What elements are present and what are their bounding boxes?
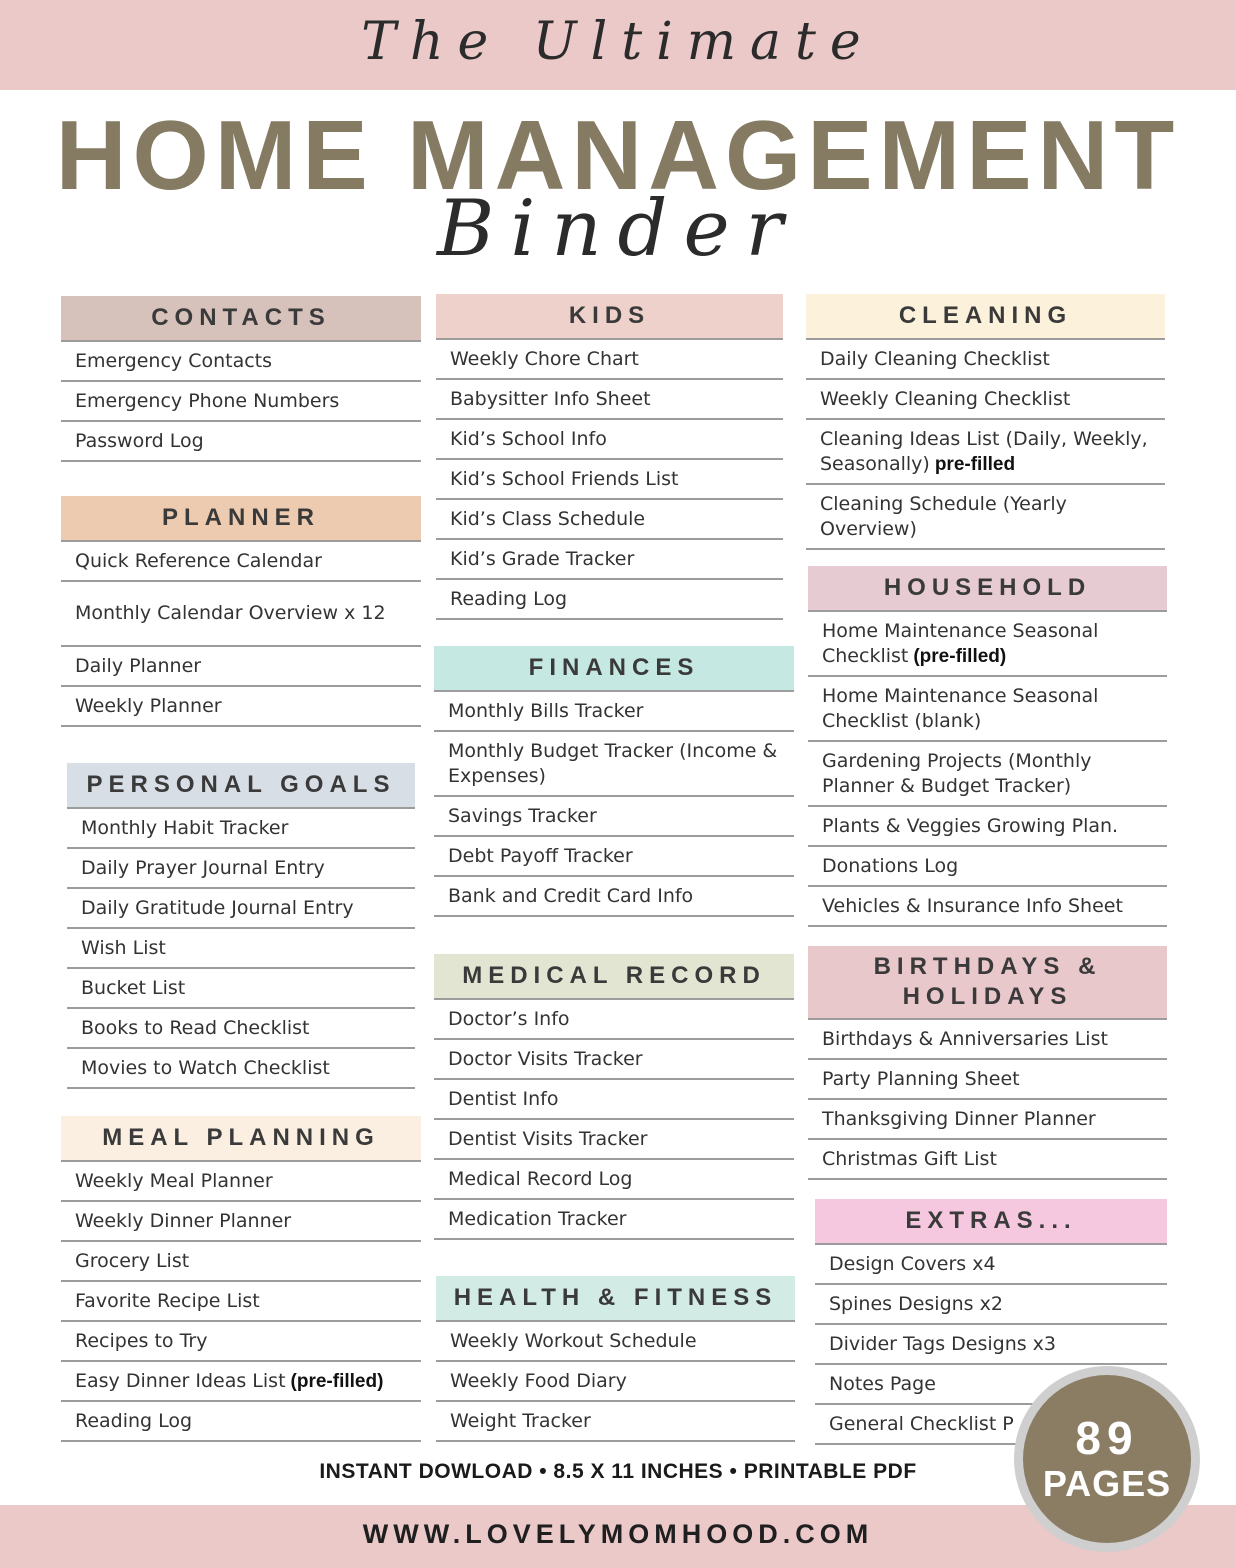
list-item-text-wrap <box>822 684 1153 734</box>
section-title: FINANCES <box>434 646 794 692</box>
list-item-text: Bank and Credit Card Info <box>448 884 694 907</box>
section-health-fitness <box>436 1276 795 1442</box>
list-item <box>61 422 421 462</box>
list-item-text: Easy Dinner Ideas List <box>75 1369 286 1392</box>
list-item-text-wrap <box>450 587 567 612</box>
list-item-text: Emergency Phone Numbers <box>75 389 340 412</box>
list-item <box>67 809 415 849</box>
list-item-text-wrap <box>450 467 678 492</box>
section-meal-planning <box>61 1116 421 1442</box>
list-item-text: Babysitter Info Sheet <box>450 387 651 410</box>
list-item-text-wrap <box>75 429 204 454</box>
list-item-text: Kid’s School Info <box>450 427 607 450</box>
list-item-text-wrap <box>450 387 651 412</box>
list-item-text-wrap <box>450 347 639 372</box>
section-title: CONTACTS <box>61 296 421 342</box>
list-item-text: Weekly Meal Planner <box>75 1169 273 1192</box>
list-item-text-wrap <box>448 1087 558 1112</box>
pages-badge-label: PAGES <box>1042 1463 1172 1504</box>
list-item-text-wrap <box>75 1169 273 1194</box>
section-birthdays-holidays <box>808 946 1167 1180</box>
list-item-text-wrap <box>822 854 958 879</box>
list-item <box>67 1049 415 1089</box>
list-item <box>61 647 421 687</box>
list-item <box>808 742 1167 807</box>
list-item <box>808 1140 1167 1180</box>
list-item-note: pre-filled <box>934 453 1016 475</box>
section-title: KIDS <box>436 294 783 340</box>
list-item-text-wrap <box>829 1412 1014 1437</box>
list-item <box>61 542 421 582</box>
list-item-text: Gardening Projects (Monthly Planner & Budget Tracker) <box>822 749 1092 797</box>
list-item-text: General Checklist P <box>829 1412 1014 1435</box>
list-item-text: Books to Read Checklist <box>81 1016 310 1039</box>
list-item-text-wrap <box>81 1016 309 1041</box>
list-item <box>61 1402 421 1442</box>
list-item <box>806 380 1165 420</box>
list-item-text-wrap <box>448 1127 647 1152</box>
list-item-text-wrap <box>75 1209 291 1234</box>
list-item-text-wrap <box>448 739 780 789</box>
list-item-text: Home Maintenance Seasonal Checklist (blank) <box>822 684 1099 732</box>
list-item <box>61 1202 421 1242</box>
list-item <box>61 382 421 422</box>
list-item-text-wrap <box>75 694 222 719</box>
list-item-text-wrap <box>81 816 288 841</box>
list-item <box>808 677 1167 742</box>
list-item-text-wrap <box>448 699 643 724</box>
list-item-text: Password Log <box>75 429 204 452</box>
list-item-text: Cleaning Schedule (Yearly Overview) <box>820 492 1067 540</box>
list-item <box>808 1060 1167 1100</box>
list-item-text: Monthly Bills Tracker <box>448 699 644 722</box>
list-item-text-wrap <box>448 804 597 829</box>
list-item <box>815 1285 1167 1325</box>
list-item-text: Plants & Veggies Growing Plan. <box>822 814 1119 837</box>
list-item-text-wrap <box>81 936 166 961</box>
list-item-text: Weekly Workout Schedule <box>450 1329 697 1352</box>
list-item <box>436 1402 795 1442</box>
list-item <box>436 420 783 460</box>
list-item-text: Weight Tracker <box>450 1409 591 1432</box>
section-kids <box>436 294 783 620</box>
list-item <box>61 1282 421 1322</box>
section-title: MEAL PLANNING <box>61 1116 421 1162</box>
list-item-text-wrap <box>829 1292 1003 1317</box>
list-item <box>434 732 794 797</box>
list-item <box>434 797 794 837</box>
list-item <box>808 807 1167 847</box>
list-item-text: Quick Reference Calendar <box>75 549 322 572</box>
list-item-text-wrap <box>75 349 272 374</box>
list-item-text-wrap <box>448 1207 627 1232</box>
list-item-text-wrap <box>829 1332 1056 1357</box>
list-item <box>67 1009 415 1049</box>
list-item-text: Recipes to Try <box>75 1329 208 1352</box>
list-item-text: Birthdays & Anniversaries List <box>822 1027 1108 1050</box>
list-item-text-wrap <box>75 1329 207 1354</box>
list-item-text: Wish List <box>81 936 166 959</box>
list-item <box>434 1160 794 1200</box>
list-item-text-wrap <box>448 844 633 869</box>
section-planner <box>61 496 421 727</box>
section-contacts <box>61 296 421 462</box>
list-item <box>61 1162 421 1202</box>
list-item <box>61 1322 421 1362</box>
list-item-text: Daily Gratitude Journal Entry <box>81 896 354 919</box>
list-item <box>67 929 415 969</box>
list-item-text: Weekly Cleaning Checklist <box>820 387 1071 410</box>
section-medical-record <box>434 954 794 1240</box>
list-item-text: Donations Log <box>822 854 959 877</box>
list-item <box>67 849 415 889</box>
section-finances <box>434 646 794 917</box>
list-item-text: Savings Tracker <box>448 804 597 827</box>
list-item <box>61 687 421 727</box>
list-item <box>434 877 794 917</box>
list-item-text: Christmas Gift List <box>822 1147 997 1170</box>
list-item <box>434 1120 794 1160</box>
list-item <box>436 340 783 380</box>
list-item-text: Weekly Planner <box>75 694 222 717</box>
list-item-text: Monthly Habit Tracker <box>81 816 289 839</box>
list-item-text: Doctor’s Info <box>448 1007 570 1030</box>
list-item-text: Emergency Contacts <box>75 349 273 372</box>
list-item-text: Medication Tracker <box>448 1207 627 1230</box>
list-item <box>806 420 1165 485</box>
list-item-text-wrap <box>820 387 1070 412</box>
list-item <box>436 380 783 420</box>
section-title: HOUSEHOLD <box>808 566 1167 612</box>
list-item-text-wrap <box>81 896 354 921</box>
list-item-text-wrap <box>820 347 1050 372</box>
list-item <box>67 969 415 1009</box>
list-item <box>61 1242 421 1282</box>
list-item-text-wrap <box>822 1107 1096 1132</box>
pages-badge <box>1014 1366 1200 1552</box>
list-item <box>436 500 783 540</box>
list-item <box>808 612 1167 677</box>
list-item-note: (pre-filled) <box>290 1370 384 1392</box>
list-item <box>434 1040 794 1080</box>
list-item <box>61 582 421 647</box>
list-item <box>808 847 1167 887</box>
list-item-text: Daily Prayer Journal Entry <box>81 856 325 879</box>
list-item-text: Design Covers x4 <box>829 1252 996 1275</box>
list-item-text-wrap <box>450 1329 697 1354</box>
section-title: BIRTHDAYS & HOLIDAYS <box>808 946 1167 1020</box>
list-item <box>67 889 415 929</box>
list-item-text: Weekly Food Diary <box>450 1369 627 1392</box>
section-title: HEALTH & FITNESS <box>436 1276 795 1322</box>
list-item <box>61 342 421 382</box>
section-title: PLANNER <box>61 496 421 542</box>
list-item-text-wrap <box>450 427 607 452</box>
list-item <box>815 1245 1167 1285</box>
list-item-text: Debt Payoff Tracker <box>448 844 633 867</box>
list-item-text-wrap <box>450 1409 591 1434</box>
list-item-text-wrap <box>81 1056 330 1081</box>
section-title: MEDICAL RECORD <box>434 954 794 1000</box>
list-item-text: Daily Planner <box>75 654 202 677</box>
list-item-text-wrap <box>81 976 185 1001</box>
list-item-text: Party Planning Sheet <box>822 1067 1020 1090</box>
section-personal-goals <box>67 763 415 1089</box>
script-title-top: The Ultimate <box>361 12 875 72</box>
list-item-text-wrap <box>450 1369 627 1394</box>
list-item-text: Divider Tags Designs x3 <box>829 1332 1057 1355</box>
list-item <box>434 692 794 732</box>
list-item-text: Notes Page <box>829 1372 936 1395</box>
list-item-text-wrap <box>75 1409 192 1434</box>
list-item-text: Monthly Budget Tracker (Income & Expenses) <box>448 739 778 787</box>
list-item-text-wrap <box>822 1027 1108 1052</box>
list-item-text-wrap <box>75 1249 189 1274</box>
list-item-text: Cleaning Ideas List (Daily, Weekly, Seasonally) <box>820 427 1148 475</box>
list-item-text: Grocery List <box>75 1249 190 1272</box>
bottom-note: INSTANT DOWLOAD • 8.5 X 11 INCHES • PRINTABLE PDF <box>319 1460 917 1483</box>
list-item-text-wrap <box>822 619 1153 669</box>
list-item-text: Reading Log <box>450 587 568 610</box>
list-item-text-wrap <box>822 1147 997 1172</box>
list-item <box>434 1000 794 1040</box>
list-item <box>436 580 783 620</box>
list-item-text: Vehicles & Insurance Info Sheet <box>822 894 1123 917</box>
list-item-text-wrap <box>448 884 693 909</box>
list-item-text: Kid’s Class Schedule <box>450 507 646 530</box>
list-item-text-wrap <box>75 1289 260 1314</box>
list-item-text-wrap <box>450 547 634 572</box>
section-cleaning <box>806 294 1165 550</box>
list-item-text-wrap <box>822 894 1123 919</box>
list-item-text: Home Maintenance Seasonal Checklist <box>822 619 1099 667</box>
list-item <box>434 1200 794 1240</box>
list-item-text: Kid’s Grade Tracker <box>450 547 635 570</box>
list-item-text-wrap <box>829 1252 996 1277</box>
list-item-text-wrap <box>75 549 322 574</box>
list-item-text: Favorite Recipe List <box>75 1289 260 1312</box>
list-item <box>436 460 783 500</box>
list-item-text: Spines Designs x2 <box>829 1292 1003 1315</box>
script-title-bottom: Binder <box>437 184 799 274</box>
list-item-text: Movies to Watch Checklist <box>81 1056 330 1079</box>
list-item <box>808 887 1167 927</box>
list-item-text-wrap <box>448 1007 570 1032</box>
list-item-text: Bucket List <box>81 976 186 999</box>
list-item-text-wrap <box>450 507 645 532</box>
list-item <box>806 340 1165 380</box>
list-item-text: Weekly Chore Chart <box>450 347 639 370</box>
list-item-text: Medical Record Log <box>448 1167 633 1190</box>
list-item-text: Kid’s School Friends List <box>450 467 679 490</box>
list-item <box>434 837 794 877</box>
list-item-text: Dentist Info <box>448 1087 559 1110</box>
list-item-note: (pre-filled) <box>913 645 1007 667</box>
list-item-text-wrap <box>75 654 201 679</box>
pages-badge-number: 89 <box>1075 1412 1139 1464</box>
list-item-text: Thanksgiving Dinner Planner <box>822 1107 1096 1130</box>
main-title: HOME MANAGEMENT <box>55 100 1181 210</box>
list-item-text-wrap <box>820 427 1151 477</box>
list-item-text: Reading Log <box>75 1409 193 1432</box>
list-item <box>436 540 783 580</box>
list-item-text-wrap <box>448 1167 632 1192</box>
list-item-text-wrap <box>75 1369 383 1394</box>
list-item-text-wrap <box>822 814 1118 839</box>
list-item-text-wrap <box>448 1047 643 1072</box>
section-household <box>808 566 1167 927</box>
list-item <box>808 1020 1167 1060</box>
pages-badge-inner <box>1023 1375 1191 1543</box>
list-item-text: Monthly Calendar Overview x 12 <box>75 602 386 624</box>
list-item <box>436 1362 795 1402</box>
list-item-text-wrap <box>81 856 325 881</box>
list-item <box>434 1080 794 1120</box>
list-item <box>436 1322 795 1362</box>
section-title: PERSONAL GOALS <box>67 763 415 809</box>
list-item-text-wrap <box>75 601 386 626</box>
list-item <box>815 1325 1167 1365</box>
list-item-text-wrap <box>829 1372 936 1397</box>
list-item <box>806 485 1165 550</box>
footer-url: WWW.LOVELYMOMHOOD.COM <box>362 1519 874 1549</box>
list-item <box>808 1100 1167 1140</box>
list-item-text: Daily Cleaning Checklist <box>820 347 1050 370</box>
list-item-text-wrap <box>820 492 1151 542</box>
list-item-text: Dentist Visits Tracker <box>448 1127 648 1150</box>
list-item-text-wrap <box>75 389 339 414</box>
list-item-text: Doctor Visits Tracker <box>448 1047 643 1070</box>
list-item-text-wrap <box>822 749 1153 799</box>
list-item-text: Weekly Dinner Planner <box>75 1209 292 1232</box>
list-item <box>61 1362 421 1402</box>
section-title: CLEANING <box>806 294 1165 340</box>
list-item-text-wrap <box>822 1067 1020 1092</box>
section-title: EXTRAS... <box>815 1199 1167 1245</box>
